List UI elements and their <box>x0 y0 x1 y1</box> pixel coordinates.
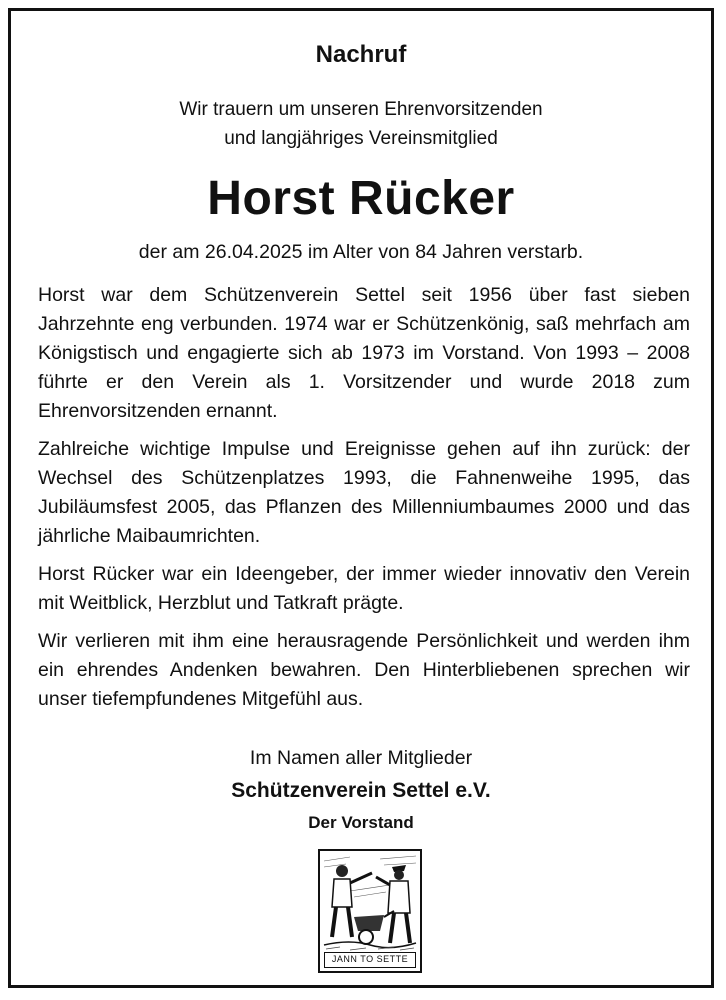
paragraph: Horst war dem Schützenverein Settel seit 1956 über fast sieben Jahrzehnte eng verbunden. 1974 war er Schützenkönig, saß mehrfach am Königstisch und engagierte sich ab 1973 im Vorstand. Von 1993 – 2008 führte er den Verein als 1. Vorsitzender und wurde 2018 zum Ehrenvorsitzenden ernannt. <box>38 284 690 422</box>
intro-line-1: Wir trauern um unseren Ehrenvorsitzenden <box>179 99 543 120</box>
paragraph: Wir verlieren mit ihm eine herausragende Persönlichkeit und werden ihm ein ehrendes Andenken bewahren. Den Hinterbliebenen sprechen wir unser tiefempfundenes Mitgefühl aus. <box>38 630 690 710</box>
club-name: Schützenverein Settel e.V. <box>231 779 491 802</box>
emblem-illustration-icon <box>320 851 420 955</box>
board-line: Der Vorstand <box>308 813 414 832</box>
intro-line-2: und langjähriges Vereinsmitglied <box>224 128 498 149</box>
obituary-frame <box>8 8 714 988</box>
paragraph: Horst Rücker war ein Ideengeber, der immer wieder innovativ den Verein mit Weitblick, Herzblut und Tatkraft prägte. <box>38 563 690 614</box>
signoff-line: Im Namen aller Mitglieder <box>249 747 473 769</box>
intro-text <box>11 95 711 153</box>
notice-heading: Nachruf <box>315 41 407 68</box>
paragraph: Zahlreiche wichtige Impulse und Ereignisse gehen auf ihn zurück: der Wechsel des Schützenplatzes 1993, die Fahnenweihe 1995, das Jubiläumsfest 2005, das Pflanzen des Millenniumbaumes 2000 und das jährliche Maibaumrichten. <box>38 438 690 547</box>
deceased-name: Horst Rücker <box>207 172 515 225</box>
emblem-caption: JANN TO SETTE <box>324 952 416 968</box>
death-line: der am 26.04.2025 im Alter von 84 Jahren verstarb. <box>138 241 584 263</box>
club-emblem <box>318 849 422 973</box>
obituary-body <box>38 281 690 723</box>
